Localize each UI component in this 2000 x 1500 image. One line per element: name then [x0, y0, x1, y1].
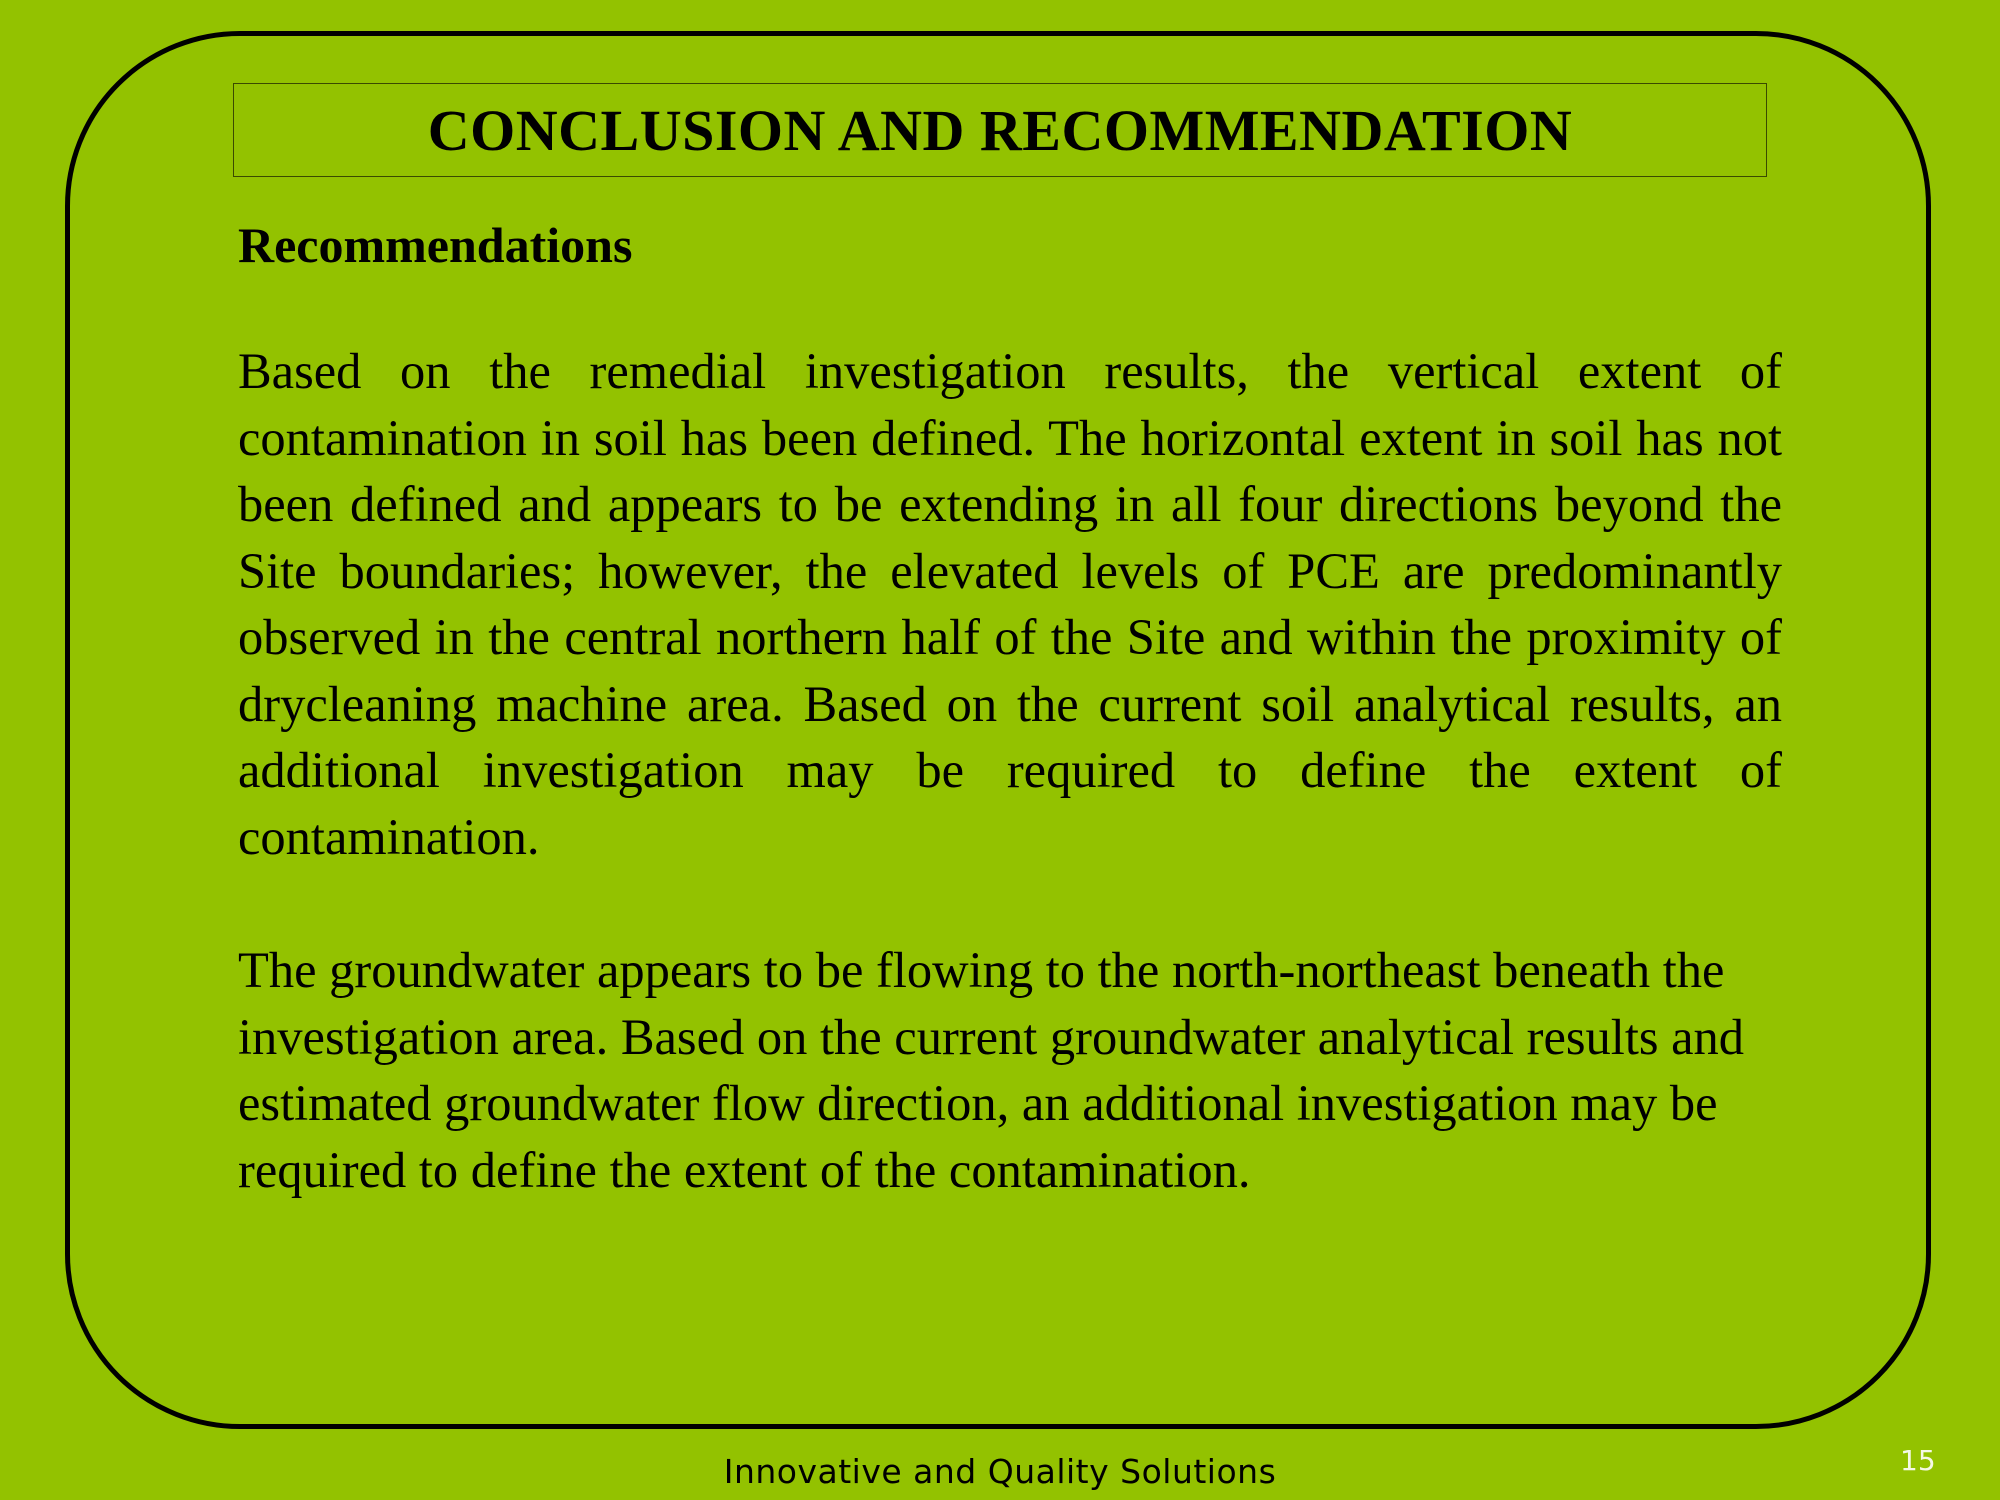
- soil-recommendation-paragraph: Based on the remedial investigation results, the vertical extent of contamination in soil has been defined. The horizontal extent in soil has not been defined and appears to be extending in all four directions beyond the Site boundaries; however, the elevated levels of PCE are predominantly observed in the central northern half of the Site and within the proximity of drycleaning machine area. Based on the current soil analytical results, an additional investigation may be required to define the extent of contamination.: [238, 343, 1782, 865]
- footer-tagline: Innovative and Quality Solutions: [723, 1452, 1277, 1491]
- page-number: 15: [1900, 1444, 1936, 1477]
- slide-body: [238, 210, 1782, 1203]
- section-heading: Recommendations: [238, 217, 633, 273]
- slide-title: CONCLUSION AND RECOMMENDATION: [427, 97, 1573, 163]
- title-box: [233, 83, 1767, 177]
- groundwater-recommendation-paragraph: The groundwater appears to be flowing to the north-northeast beneath the investigation area. Based on the current groundwater analytical results and estimated groundwater flow direction, an additional investigation may be required to define the extent of the contamination.: [238, 942, 1745, 1198]
